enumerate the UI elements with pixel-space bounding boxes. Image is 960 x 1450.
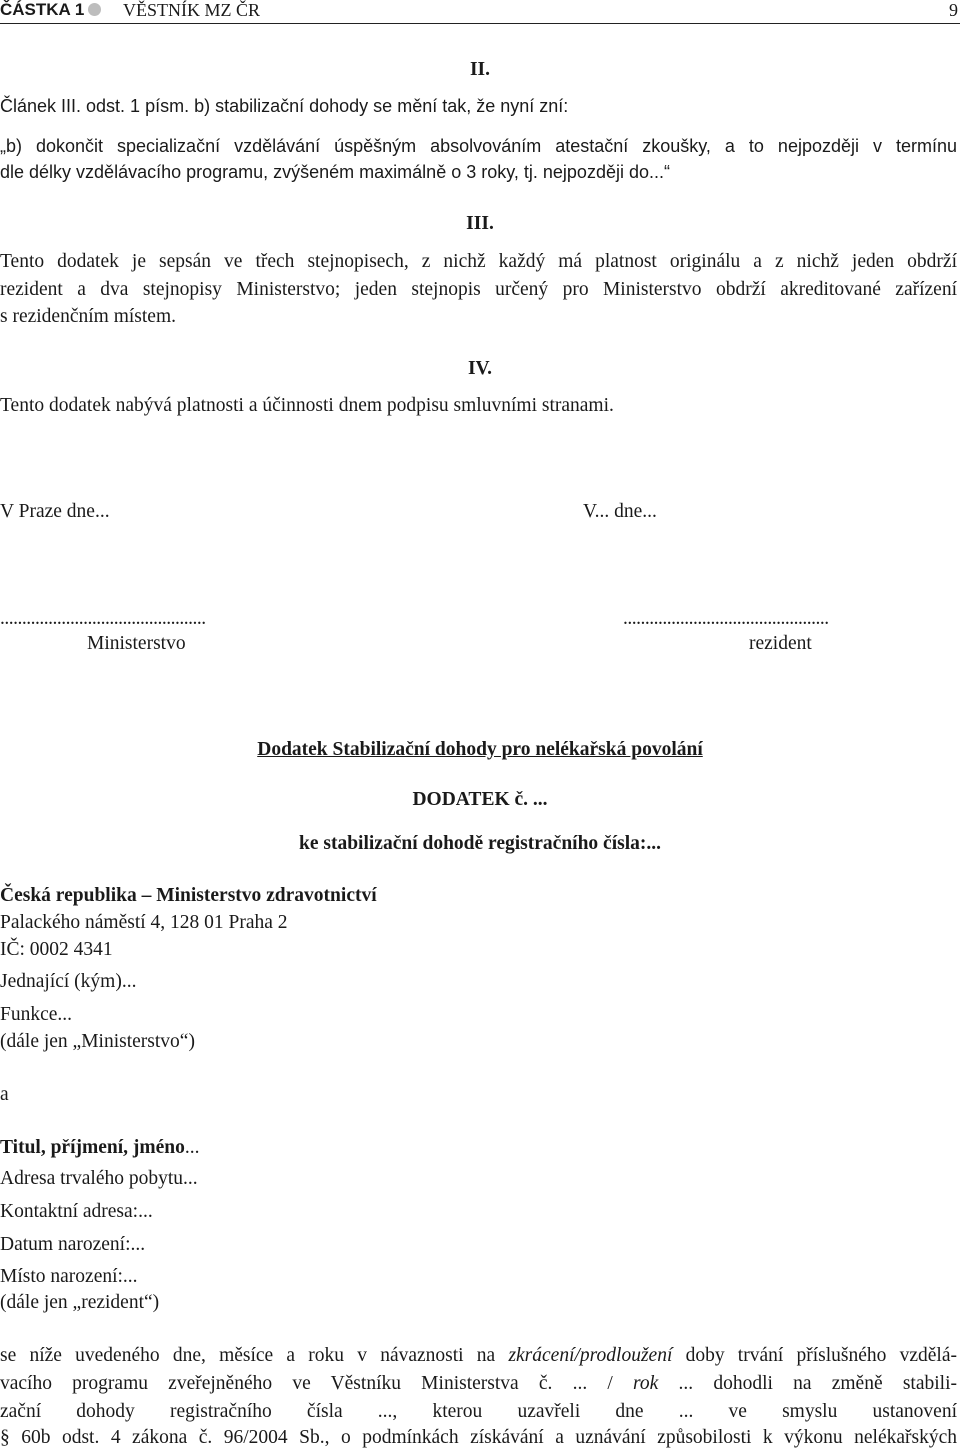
closing-line-4: § 60b odst. 4 zákona č. 96/2004 Sb., o podmínkách získávání a uznávání způsobilosti k výkonu nelékařských <box>0 1427 957 1448</box>
resident-name-dots: ... <box>184 1137 200 1158</box>
ministry-function: Funkce... <box>0 1004 73 1025</box>
ministry-alias: (dále jen „Ministerstvo“) <box>0 1031 195 1052</box>
ministry-acting: Jednající (kým)... <box>0 971 137 992</box>
issue-part: ČÁSTKA 1 <box>0 0 85 19</box>
journal-name: VĚSTNÍK MZ ČR <box>123 0 261 20</box>
signature-place-left: V Praze dne... <box>0 501 110 522</box>
ministry-name: Česká republika – Ministerstvo zdravotnictví <box>0 885 377 906</box>
closing-line-2-text-a: vacího programu zveřejněného ve Věstníku Ministerstva č. ... / <box>0 1373 634 1394</box>
section-2-line-1: Článek III. odst. 1 písm. b) stabilizační dohody se mění tak, že nyní zní: <box>0 96 569 116</box>
closing-line-2 <box>0 1372 957 1396</box>
resident-contact-address: Kontaktní adresa:... <box>0 1201 153 1222</box>
form-subtitle-2: ke stabilizační dohodě registračního čísla:... <box>298 833 662 854</box>
resident-name-row <box>0 1136 200 1160</box>
resident-birth-date: Datum narození:... <box>0 1234 146 1255</box>
resident-name-label: Titul, příjmení, jméno <box>0 1137 185 1158</box>
resident-alias: (dále jen „rezident“) <box>0 1292 160 1313</box>
resident-address: Adresa trvalého pobytu... <box>0 1168 198 1189</box>
ministry-ic: IČ: 0002 4341 <box>0 939 113 960</box>
signature-place-right: V... dne... <box>583 501 657 522</box>
signature-party-left: Ministerstvo <box>87 633 186 654</box>
signature-line-left: ............................................... <box>0 608 206 629</box>
closing-line-1 <box>0 1344 957 1368</box>
form-subtitle: DODATEK č. ... <box>412 789 548 810</box>
page-number: 9 <box>949 0 958 20</box>
section-heading-3: III. <box>466 213 494 234</box>
closing-line-2-text-b: ... dohodli na změně stabili- <box>658 1373 957 1394</box>
signature-line-right: ............................................... <box>623 608 829 629</box>
bullet-dot-icon <box>88 3 101 16</box>
page-header <box>0 0 960 24</box>
closing-line-1-italic: zkrácení/prodloužení <box>508 1345 673 1366</box>
closing-line-2-italic: rok <box>633 1373 659 1394</box>
section-3-line-1: Tento dodatek je sepsán ve třech stejnopisech, z nichž každý má platnost originálu a z nichž jeden obdrží <box>0 251 957 272</box>
resident-birth-place: Místo narození:... <box>0 1266 138 1287</box>
section-3-line-2: rezident a dva stejnopisy Ministerstvo; jeden stejnopis určený pro Ministerstvo obdrží akreditované zařízení <box>0 279 957 300</box>
section-heading-2: II. <box>469 59 491 80</box>
signature-party-right: rezident <box>749 633 812 654</box>
header-divider <box>0 23 960 24</box>
section-4-line-1: Tento dodatek nabývá platnosti a účinnosti dnem podpisu smluvními stranami. <box>0 395 614 416</box>
closing-line-1-text-a: se níže uvedeného dne, měsíce a roku v návaznosti na <box>0 1345 509 1366</box>
section-3-line-3: s rezidenčním místem. <box>0 306 176 327</box>
section-2-line-2: „b) dokončit specializační vzdělávání úspěšným absolvováním atestační zkoušky, a to nejpozději v termínu <box>0 136 957 156</box>
section-2-line-3: dle délky vzdělávacího programu, zvýšeném maximálně o 3 roky, tj. nejpozději do...“ <box>0 162 670 182</box>
conjunction-and: a <box>0 1084 9 1105</box>
closing-line-1-text-b: doby trvání příslušného vzdělá- <box>672 1345 957 1366</box>
form-title: Dodatek Stabilizační dohody pro nelékařská povolání <box>257 739 703 760</box>
closing-line-3: zační dohody registračního čísla ..., kterou uzavřeli dne ... ve smyslu ustanovení <box>0 1401 957 1422</box>
section-heading-4: IV. <box>467 358 493 379</box>
ministry-address: Palackého náměstí 4, 128 01 Praha 2 <box>0 912 288 933</box>
